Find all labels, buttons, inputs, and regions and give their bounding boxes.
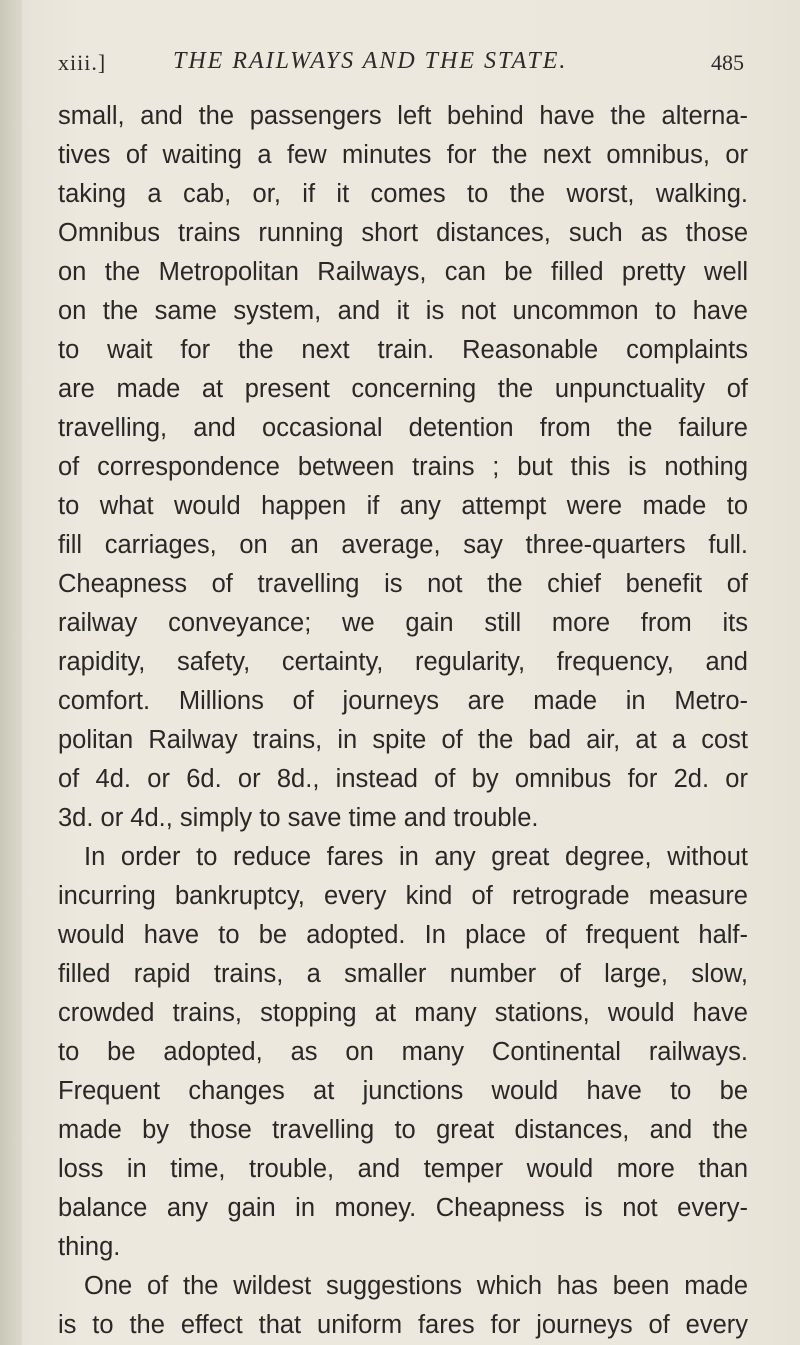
text-line: One of the wildest suggestions which has been made [84, 1272, 748, 1300]
text-line: is to the effect that uniform fares for journeys of every [58, 1311, 748, 1339]
text-line: loss in time, trouble, and temper would more than [58, 1155, 748, 1183]
chapter-number: xiii.] [58, 50, 107, 75]
text-line: taking a cab, or, if it comes to the worst, walking. [58, 180, 748, 208]
running-header [58, 44, 748, 84]
text-line: Omnibus trains running short distances, such as those [58, 219, 748, 247]
text-line: Frequent changes at junctions would have to be [58, 1077, 748, 1105]
text-line: railway conveyance; we gain still more from its [58, 609, 748, 637]
text-line: politan Railway trains, in spite of the bad air, at a cost [58, 726, 748, 754]
text-line: are made at present concerning the unpunctuality of [58, 375, 748, 403]
text-line: 3d. or 4d., simply to save time and trouble. [58, 804, 539, 832]
text-line: comfort. Millions of journeys are made in Metro- [58, 687, 748, 715]
text-line: rapidity, safety, certainty, regularity, frequency, and [58, 648, 748, 676]
text-line: of correspondence between trains ; but this is nothing [58, 453, 748, 481]
text-line: small, and the passengers left behind have the alterna- [58, 102, 748, 130]
text-line: filled rapid trains, a smaller number of large, slow, [58, 960, 748, 988]
text-line: to be adopted, as on many Continental railways. [58, 1038, 748, 1066]
text-line: to wait for the next train. Reasonable complaints [58, 336, 748, 364]
spine-shadow [0, 0, 22, 1345]
text-line: In order to reduce fares in any great degree, without [84, 843, 748, 871]
text-line: would have to be adopted. In place of frequent half- [58, 921, 748, 949]
text-line: balance any gain in money. Cheapness is not every- [58, 1194, 748, 1222]
text-line: on the same system, and it is not uncommon to have [58, 297, 748, 325]
text-line: of 4d. or 6d. or 8d., instead of by omnibus for 2d. or [58, 765, 748, 793]
text-line: made by those travelling to great distances, and the [58, 1116, 748, 1144]
text-line: incurring bankruptcy, every kind of retrograde measure [58, 882, 748, 910]
text-line: fill carriages, on an average, say three-quarters full. [58, 531, 748, 559]
text-line: thing. [58, 1233, 121, 1261]
page-number: 485 [711, 50, 744, 75]
running-title: THE RAILWAYS AND THE STATE. [173, 48, 568, 74]
text-line: to what would happen if any attempt were made to [58, 492, 748, 520]
body-text [58, 97, 748, 1345]
text-line: travelling, and occasional detention from the failure [58, 414, 748, 442]
text-line: tives of waiting a few minutes for the next omnibus, or [58, 141, 748, 169]
text-line: Cheapness of travelling is not the chief benefit of [58, 570, 748, 598]
text-line: on the Metropolitan Railways, can be filled pretty well [58, 258, 748, 286]
text-line: crowded trains, stopping at many stations, would have [58, 999, 748, 1027]
